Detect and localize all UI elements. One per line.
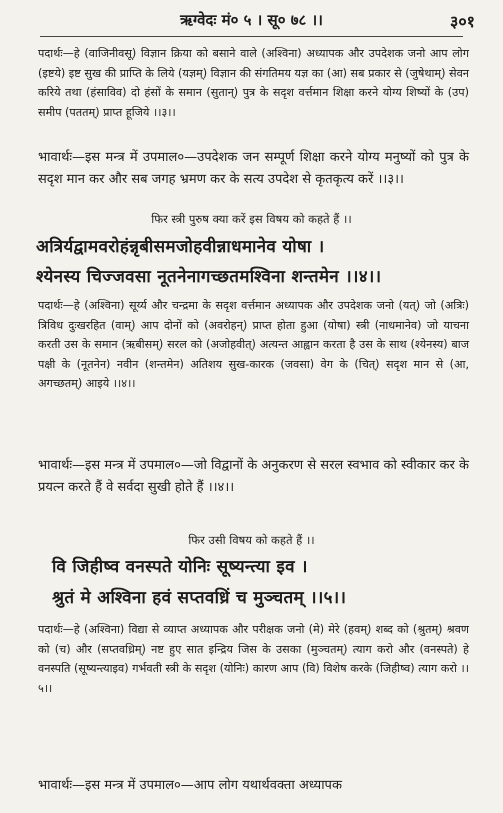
padarth-text: पदार्थः—हे (अश्विना) सूर्य्य और चन्द्रमा के सदृश वर्त्तमान अध्यापक और उपदेशक जनो (यत्) जो (अत्रिः) त्रिविध दुःखरहित (वाम्) आप दोनों को (अवरोहन्) प्राप्त होता हुआ (योषा) स्त्री (नाधमानेव) जो याचना करती उस के समान (ऋबीसम्) सरल को (अजोहवीत्) अत्यन्त आह्वान करता है उस के साथ (श्येनस्य) बाज पक्षी के (नूतनेन) नवीन (शन्तमेन) अतिशय सुख-कारक (जवसा) वेग के (चित्) सदृश मान से (आ, अगच्छतम्) आइये ।।४।। bbox=[38, 299, 469, 391]
bhavarth-text: भावार्थः—इस मन्त्र में उपमाल०—उपदेशक जन सम्पूर्ण शिक्षा करने योग्य मनुष्यों को पुत्र के सदृश मान कर और सब जगह भ्रमण कर के सत्य उपदेश से कृतकृत्य करें ।।३।। bbox=[38, 150, 469, 187]
page-header bbox=[20, 10, 483, 34]
verse-4-mantra-line-2: श्येनस्य चिज्जवसा नूतनेनागच्छतमश्विना शन्तमेन ।।४।। bbox=[36, 267, 382, 287]
verse-5-bhavarth bbox=[38, 775, 469, 797]
verse-3-padarth bbox=[38, 44, 469, 122]
verse-4-intro: फिर स्त्री पुरुष क्या करें इस विषय को कहते हैं ।। bbox=[151, 212, 352, 226]
page-number: ३०१ bbox=[450, 12, 475, 31]
verse-5-intro: फिर उसी विषय को कहते हैं ।। bbox=[188, 533, 315, 547]
padarth-text: पदार्थः—हे (वाजिनीवसू) विज्ञान क्रिया को बसाने वाले (अश्विना) अध्यापक और उपदेशक जनो आप लोग (इष्टये) इष्ट सुख की प्राप्ति के लिये (यज्ञम्) विज्ञान की संगतिमय यज्ञ का (आ) सब प्रकार से (जुषेथाम्) सेवन करिये तथा (हंसाविव) दो हंसों के समान (सुतान्) पुत्र के सदृश वर्त्तमान शिक्षा करने योग्य शिष्यों के (उप) समीप (पततम्) प्राप्त हूजिये ।।३।। bbox=[38, 47, 469, 119]
verse-5-padarth bbox=[38, 620, 469, 698]
verse-4-bhavarth bbox=[38, 455, 469, 499]
running-title: ऋग्वेदः मं० ५ । सू० ७८ ।। bbox=[180, 11, 323, 29]
padarth-text: पदार्थः—हे (अश्विना) विद्या से व्याप्त अध्यापक और परीक्षक जनो (मे) मेरे (हवम्) शब्द को (श्रुतम्) श्रवण को (च) और (सप्तवध्रिम्) नष्ट हुए सात इन्द्रिय जिस के उसका (मुञ्चतम्) त्याग करो और (वनस्पते) हे वनस्पति (सूष्यन्त्याइव) गर्भवती स्त्री के सदृश (योनिः) कारण आप (वि) विशेष करके (जिहीष्व) त्याग करो ।।५।। bbox=[38, 623, 469, 695]
verse-4-padarth bbox=[38, 296, 469, 394]
verse-4-mantra-line-1: अत्रिर्यद्वामवरोहंन्नृबीसमजोहवीन्नाधमानेव योषा । bbox=[36, 237, 325, 257]
verse-3-bhavarth bbox=[38, 147, 469, 191]
bhavarth-text: भावार्थः—इस मन्त्र में उपमाल०—आप लोग यथार्थवक्ता अध्यापक bbox=[38, 778, 342, 793]
verse-5-mantra-line-1: वि जिहीष्व वनस्पते योनिः सूष्यन्त्या इव । bbox=[52, 557, 308, 577]
header-rule bbox=[40, 36, 463, 37]
verse-5-mantra-line-2: श्रुतं मे अश्विना हवं सप्तवध्रिं च मुञ्चतम् ।।५।। bbox=[52, 588, 347, 608]
bhavarth-text: भावार्थः—इस मन्त्र में उपमाल०—जो विद्वानों के अनुकरण से सरल स्वभाव को स्वीकार कर के प्रयत्न करते हैं वे सर्वदा सुखी होते हैं ।।४।। bbox=[38, 458, 469, 495]
